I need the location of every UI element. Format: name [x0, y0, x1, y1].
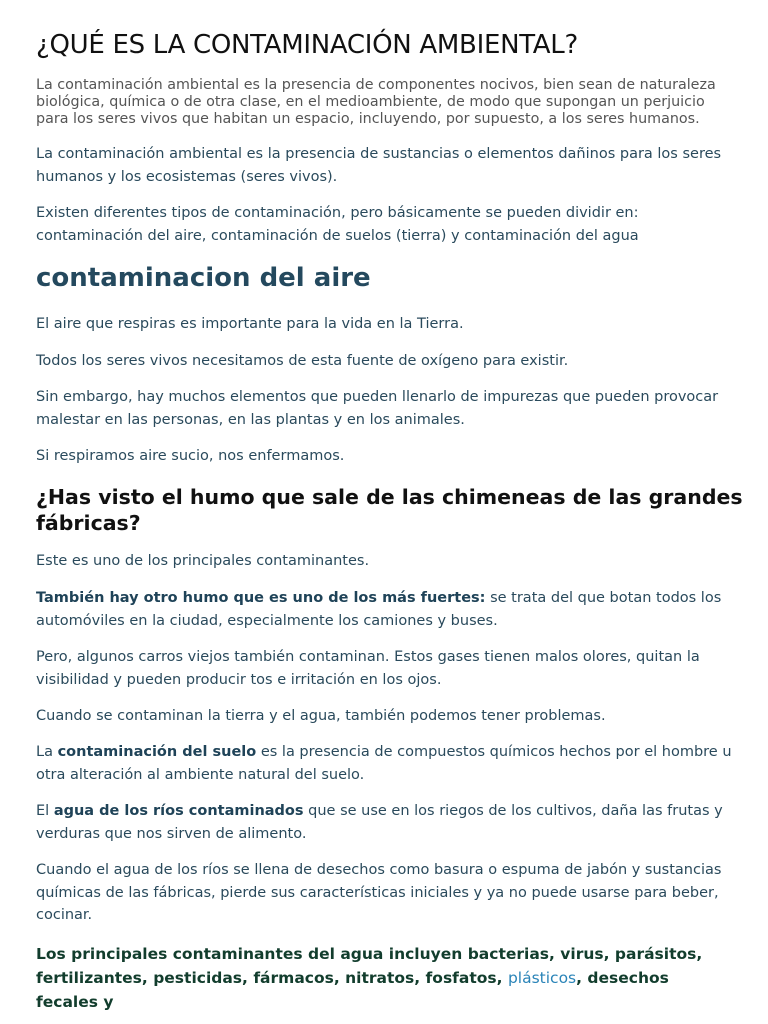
water-contaminants-text-end: , desechos fecales y — [36, 969, 669, 1011]
definition-paragraph: La contaminación ambiental es la presencia de sustancias o elementos dañinos para los seres humanos y los ecosistemas (seres vivos). — [36, 146, 722, 185]
rivers-paragraph-text: que se use en los riegos de los cultivos, daña las frutas y verduras que nos sirven de alimento. — [36, 803, 723, 842]
intro-paragraph: La contaminación ambiental es la presencia de componentes nocivos, bien sean de naturaleza biológica, química o de otra clase, en el medioambiente, de modo que supongan un perjuicio para los seres vivos que habitan un espacio, incluyendo, por supuesto, a los seres humanos. — [36, 77, 716, 127]
smoke-paragraph-1: Este es uno de los principales contaminantes. — [36, 553, 370, 569]
air-paragraph-4: Si respiramos aire sucio, nos enfermamos. — [36, 448, 345, 464]
smoke-subheading: ¿Has visto el humo que sale de las chimeneas de las grandes fábricas? — [36, 485, 743, 535]
water-contaminants-paragraph — [36, 942, 736, 1014]
soil-paragraph-lead: La — [36, 744, 58, 760]
smoke-paragraph-2-strong: También hay otro humo que es uno de los más fuertes: — [36, 590, 486, 606]
water-contaminants-text: Los principales contaminantes del agua incluyen bacterias, virus, parásitos, fertilizantes, pesticidas, fármacos, nitratos, fosfatos, — [36, 945, 703, 987]
air-paragraph-1: El aire que respiras es importante para la vida en la Tierra. — [36, 316, 464, 332]
smoke-paragraph-4: Cuando se contaminan la tierra y el agua, también podemos tener problemas. — [36, 708, 606, 724]
rivers-paragraph — [36, 800, 736, 845]
soil-paragraph-strong: contaminación del suelo — [57, 744, 257, 760]
plasticos-link[interactable]: plásticos — [507, 969, 577, 987]
types-paragraph: Existen diferentes tipos de contaminación, pero básicamente se pueden dividir en: contaminación del aire, contaminación de suelos (tierra) y contaminación del agua — [36, 205, 639, 244]
page-title: ¿QUÉ ES LA CONTAMINACIÓN AMBIENTAL? — [36, 30, 578, 60]
rivers-paragraph-lead: El — [36, 803, 54, 819]
soil-paragraph — [36, 741, 736, 786]
water-waste-paragraph: Cuando el agua de los ríos se llena de desechos como basura o espuma de jabón y sustancias químicas de las fábricas, pierde sus características iniciales y ya no puede usarse para beber, cocinar. — [36, 862, 722, 923]
rivers-paragraph-strong: agua de los ríos contaminados — [53, 803, 304, 819]
smoke-paragraph-2-text: se trata del que botan todos los automóviles en la ciudad, especialmente los camiones y buses. — [36, 590, 722, 629]
air-paragraph-3: Sin embargo, hay muchos elementos que pueden llenarlo de impurezas que pueden provocar malestar en las personas, en las plantas y en los animales. — [36, 389, 719, 428]
smoke-paragraph-3: Pero, algunos carros viejos también contaminan. Estos gases tienen malos olores, quitan la visibilidad y pueden producir tos e irritación en los ojos. — [36, 649, 700, 688]
section-heading-air: contaminacion del aire — [36, 263, 371, 293]
air-paragraph-2: Todos los seres vivos necesitamos de esta fuente de oxígeno para existir. — [36, 353, 569, 369]
smoke-paragraph-2 — [36, 587, 736, 632]
soil-paragraph-text: es la presencia de compuestos químicos hechos por el hombre u otra alteración al ambiente natural del suelo. — [36, 744, 732, 783]
